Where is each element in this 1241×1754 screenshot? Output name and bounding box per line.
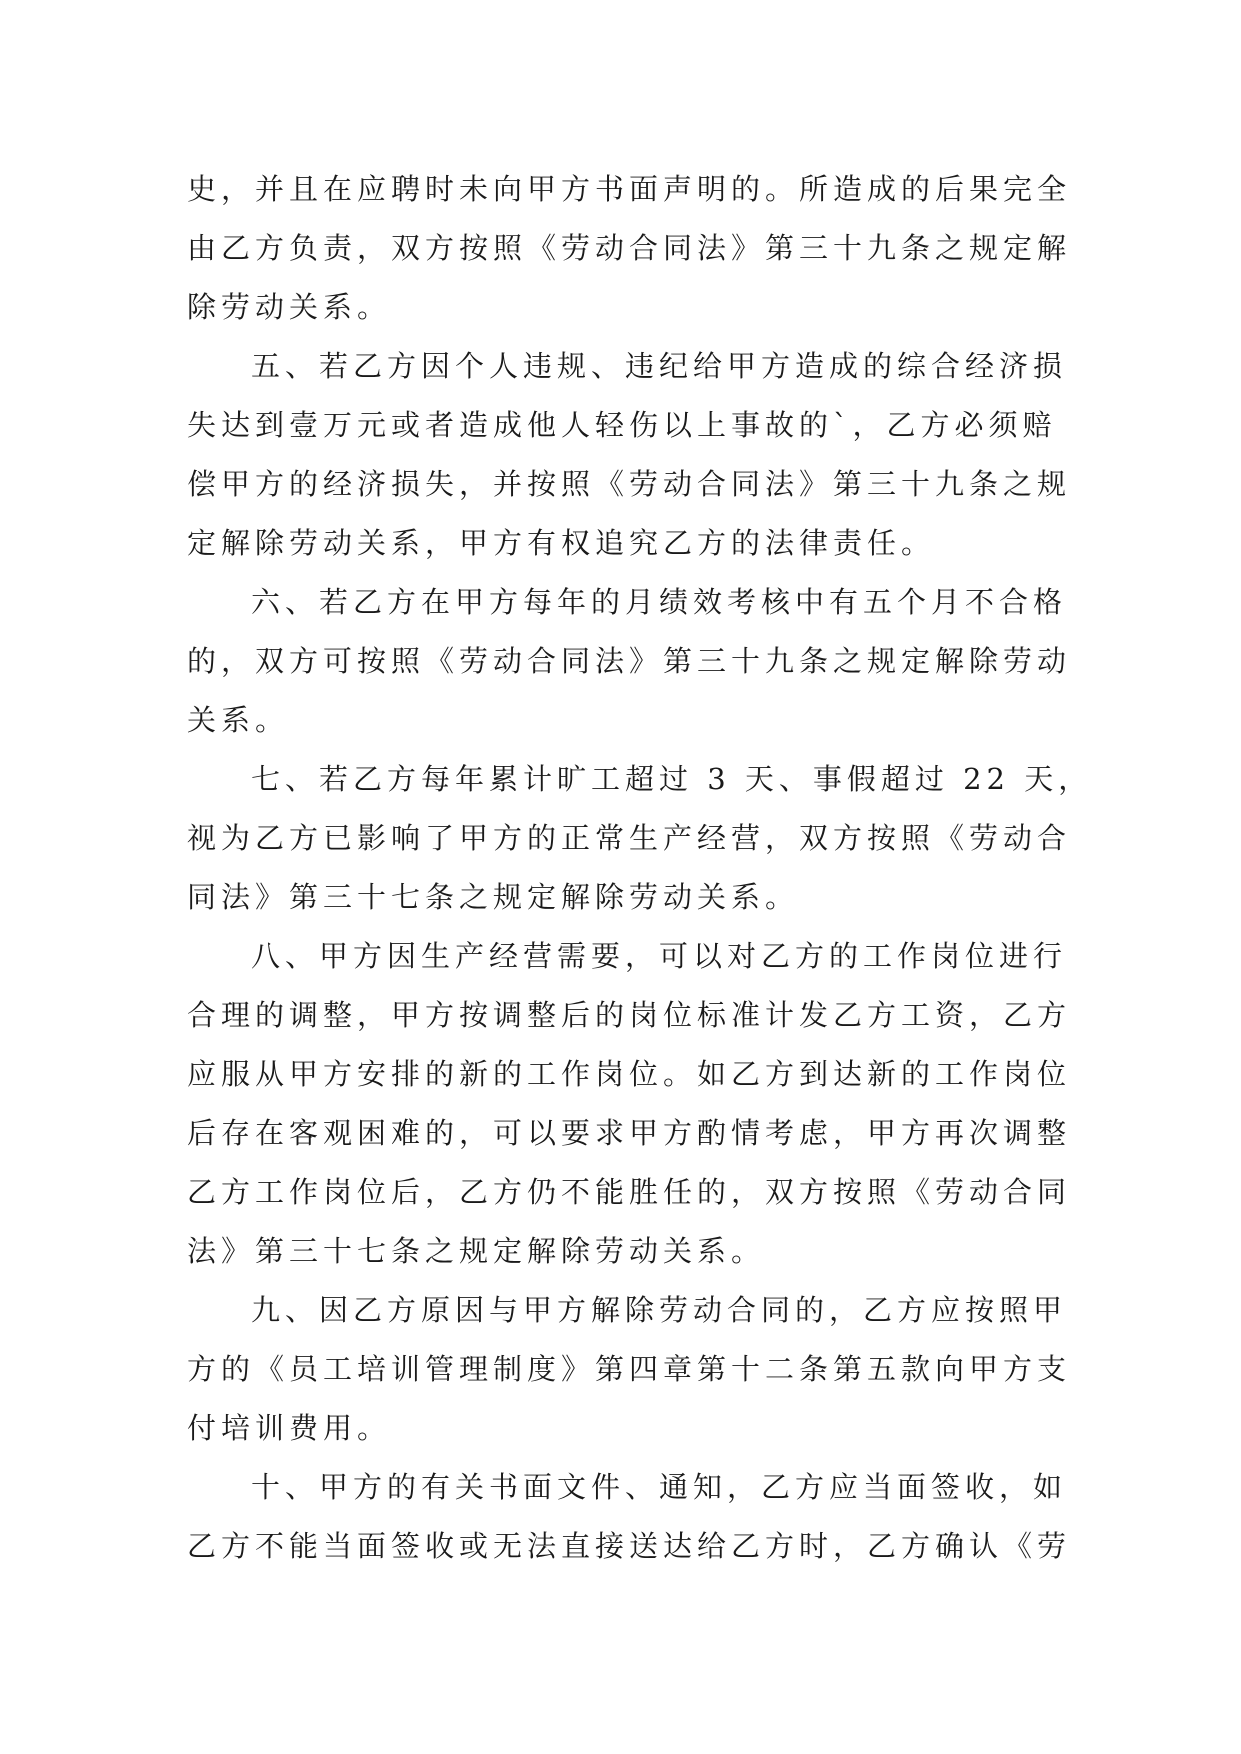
text-line: 由乙方负责，双方按照《劳动合同法》第三十九条之规定解 [187, 231, 1072, 265]
text-line: 同法》第三十七条之规定解除劳动关系。 [187, 880, 800, 914]
clause-10-start: 十、甲方的有关书面文件、通知，乙方应当面签收，如 [251, 1470, 1068, 1504]
text-line: 乙方工作岗位后，乙方仍不能胜任的，双方按照《劳动合同 [187, 1175, 1072, 1209]
text-line: 史，并且在应聘时未向甲方书面声明的。所造成的后果完全 [187, 172, 1072, 206]
text-line: 乙方不能当面签收或无法直接送达给乙方时，乙方确认《劳 [187, 1529, 1072, 1563]
text-line: 付培训费用。 [187, 1411, 392, 1445]
text-line: 除劳动关系。 [187, 290, 392, 324]
text-line: 后存在客观困难的，可以要求甲方酌情考虑，甲方再次调整 [187, 1116, 1072, 1150]
text-line: 失达到壹万元或者造成他人轻伤以上事故的`，乙方必须赔 [187, 408, 1057, 442]
text-line: 法》第三十七条之规定解除劳动关系。 [187, 1234, 766, 1268]
clause-5-start: 五、若乙方因个人违规、违纪给甲方造成的综合经济损 [251, 349, 1068, 383]
text-line: 方的《员工培训管理制度》第四章第十二条第五款向甲方支 [187, 1352, 1072, 1386]
text-line: 视为乙方已影响了甲方的正常生产经营，双方按照《劳动合 [187, 821, 1072, 855]
text-line: 应服从甲方安排的新的工作岗位。如乙方到达新的工作岗位 [187, 1057, 1072, 1091]
clause-9-start: 九、因乙方原因与甲方解除劳动合同的，乙方应按照甲 [251, 1293, 1068, 1327]
clause-8-start: 八、甲方因生产经营需要，可以对乙方的工作岗位进行 [251, 939, 1068, 973]
text-line: 偿甲方的经济损失，并按照《劳动合同法》第三十九条之规 [187, 467, 1072, 501]
document-body [187, 160, 1093, 1576]
text-line: 合理的调整，甲方按调整后的岗位标准计发乙方工资，乙方 [187, 998, 1072, 1032]
text-line: 的，双方可按照《劳动合同法》第三十九条之规定解除劳动 [187, 644, 1072, 678]
clause-7-start: 七、若乙方每年累计旷工超过 3 天、事假超过 22 天， [251, 762, 1093, 796]
text-line: 关系。 [187, 703, 290, 737]
text-line: 定解除劳动关系，甲方有权追究乙方的法律责任。 [187, 526, 936, 560]
clause-6-start: 六、若乙方在甲方每年的月绩效考核中有五个月不合格 [251, 585, 1068, 619]
